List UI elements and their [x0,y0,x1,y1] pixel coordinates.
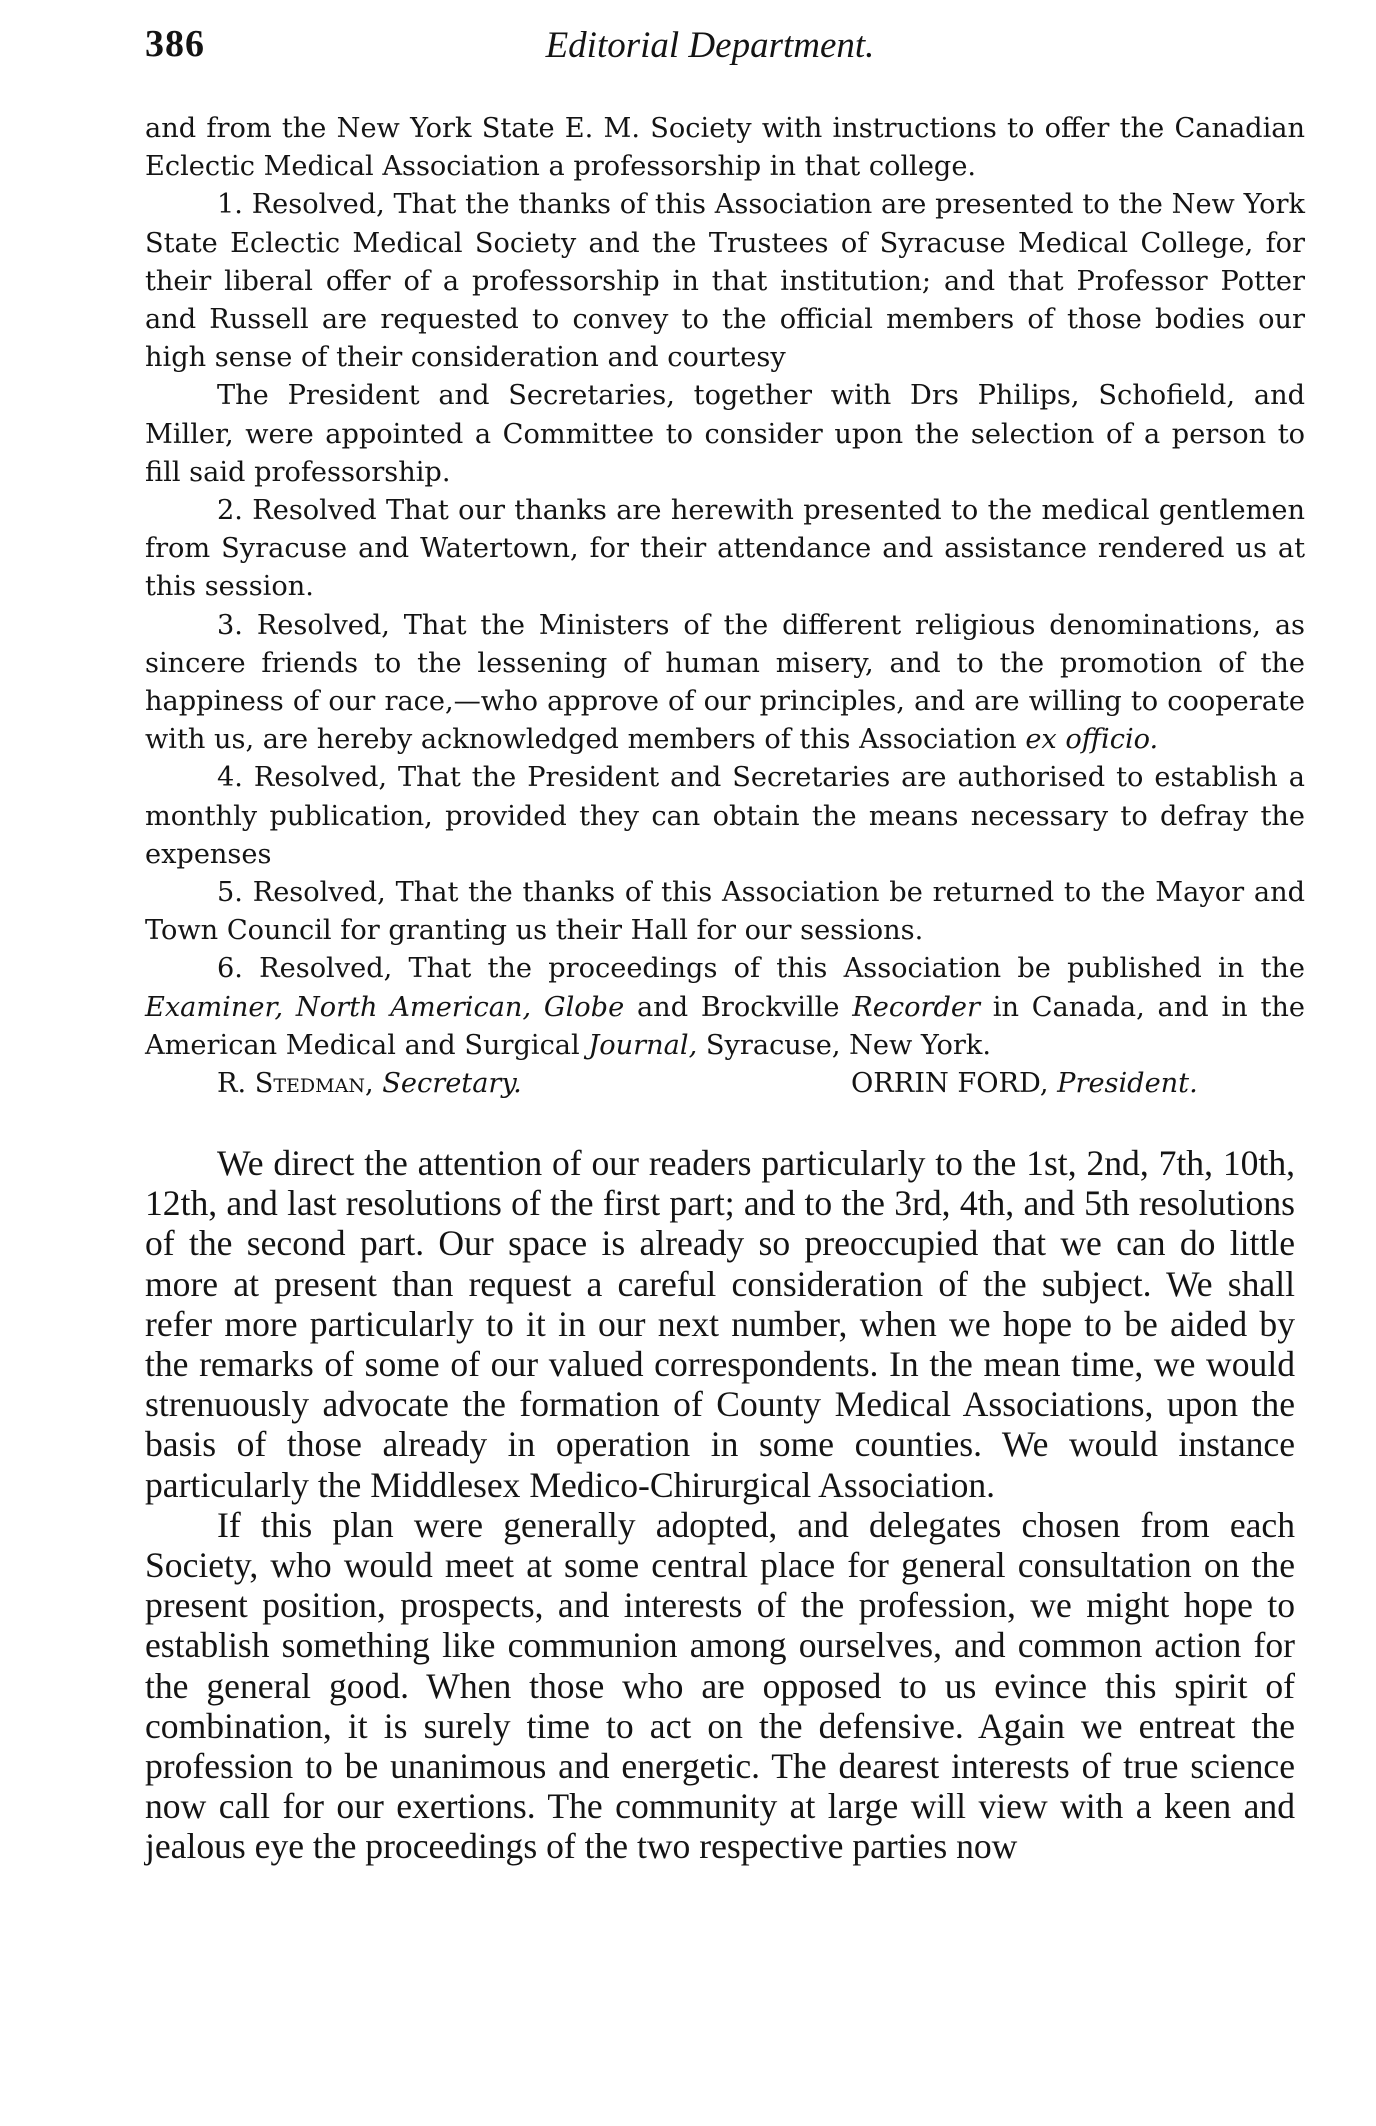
president-signature [851,1065,1198,1103]
committee-paragraph: The President and Secretaries, together with Drs Philips, Schofield, and Miller, were appointed a Committee to consider upon the selection of a person to fill said professorship. [145,380,1305,488]
resolution-6-part-d: Syracuse, New York. [705,1029,991,1061]
resolution-6-journal: Journal, [588,1029,698,1061]
resolution-1: 1. Resolved, That the thanks of this Association are presented to the New York State Eclectic Medical Society and the Trustees of Syracuse Medical College, for their liberal offer of a professorship in that institution; and that Professor Potter and Russell are requested to convey to the official members of those bodies our high sense of their consideration and courtesy [145,189,1305,374]
resolution-6-part-a: 6. Resolved, That the proceedings of this Association be published in the [217,953,1305,985]
resolution-6 [145,950,1305,1065]
resolution-3-latin: ex officio. [1025,724,1159,756]
editorial-paragraph-1: We direct the attention of our readers particularly to the 1st, 2nd, 7th, 10th, 12th, and last resolutions of the first part; and to the 3rd, 4th, and 5th resolutions of the second part. Our space is already so preoccupied that we can do little more at present than request a careful consideration of the subject. We shall refer more particularly to it in our next number, when we hope to be aided by the remarks of some of our valued correspondents. In the mean time, we would strenuously advocate the formation of County Medical Associations, upon the basis of those already in operation in some counties. We would instance particularly the Middlesex Medico-Chirurgical Association. [145,1143,1295,1505]
resolution-3-text: 3. Resolved, That the Ministers of the different religious denominations, as sincere friends to the lessening of human misery, and to the promotion of the happiness of our race,—who approve of our principles, and are willing to cooperate with us, are hereby acknowledged members of this Association [145,609,1305,756]
resolutions-section [145,110,1305,1103]
resolution-6-part-c: in Canada, and in the American Medical and Surgical [145,991,1305,1061]
secretary-signature [217,1065,522,1103]
resolution-6-part-b: and Brockville [636,991,840,1023]
resolution-4: 4. Resolved, That the President and Secretaries are authorised to establish a monthly publication, provided they can obtain the means necessary to defray the expenses [145,762,1305,870]
secretary-title: Secretary. [382,1068,522,1100]
resolution-6-examiner: Examiner, North American, Globe [145,991,625,1023]
editorial-paragraph-2: If this plan were generally adopted, and delegates chosen from each Society, who would meet at some central place for general consultation on the present position, prospects, and interests of the profession, we might hope to establish something like communion among ourselves, and common action for the general good. When those who are opposed to us evince this spirit of combination, it is surely time to act on the defensive. Again we entreat the profession to be unanimous and energetic. The dearest interests of true science now call for our exertions. The community at large will view with a keen and jealous eye the proceedings of the two respective parties now [145,1504,1295,1867]
resolution-3 [145,607,1305,760]
signatures [145,1065,1305,1103]
page-number: 386 [145,23,205,65]
resolution-2: 2. Resolved That our thanks are herewith presented to the medical gentlemen from Syracuse and Watertown, for their attendance and assistance rendered us at this session. [145,495,1305,603]
president-name: ORRIN FORD, [851,1068,1049,1100]
president-title: President. [1057,1068,1198,1100]
page-header [145,22,1275,82]
resolution-6-recorder: Recorder [852,991,980,1023]
editorial-section [145,1143,1295,1867]
resolution-intro: and from the New York State E. M. Society with instructions to offer the Canadian Eclectic Medical Association a professorship in that college. [145,113,1305,183]
running-title: Editorial Department. [545,25,875,66]
secretary-name: R. Stedman, [217,1068,374,1100]
resolution-5: 5. Resolved, That the thanks of this Association be returned to the Mayor and Town Council for granting us their Hall for our sessions. [145,877,1305,947]
